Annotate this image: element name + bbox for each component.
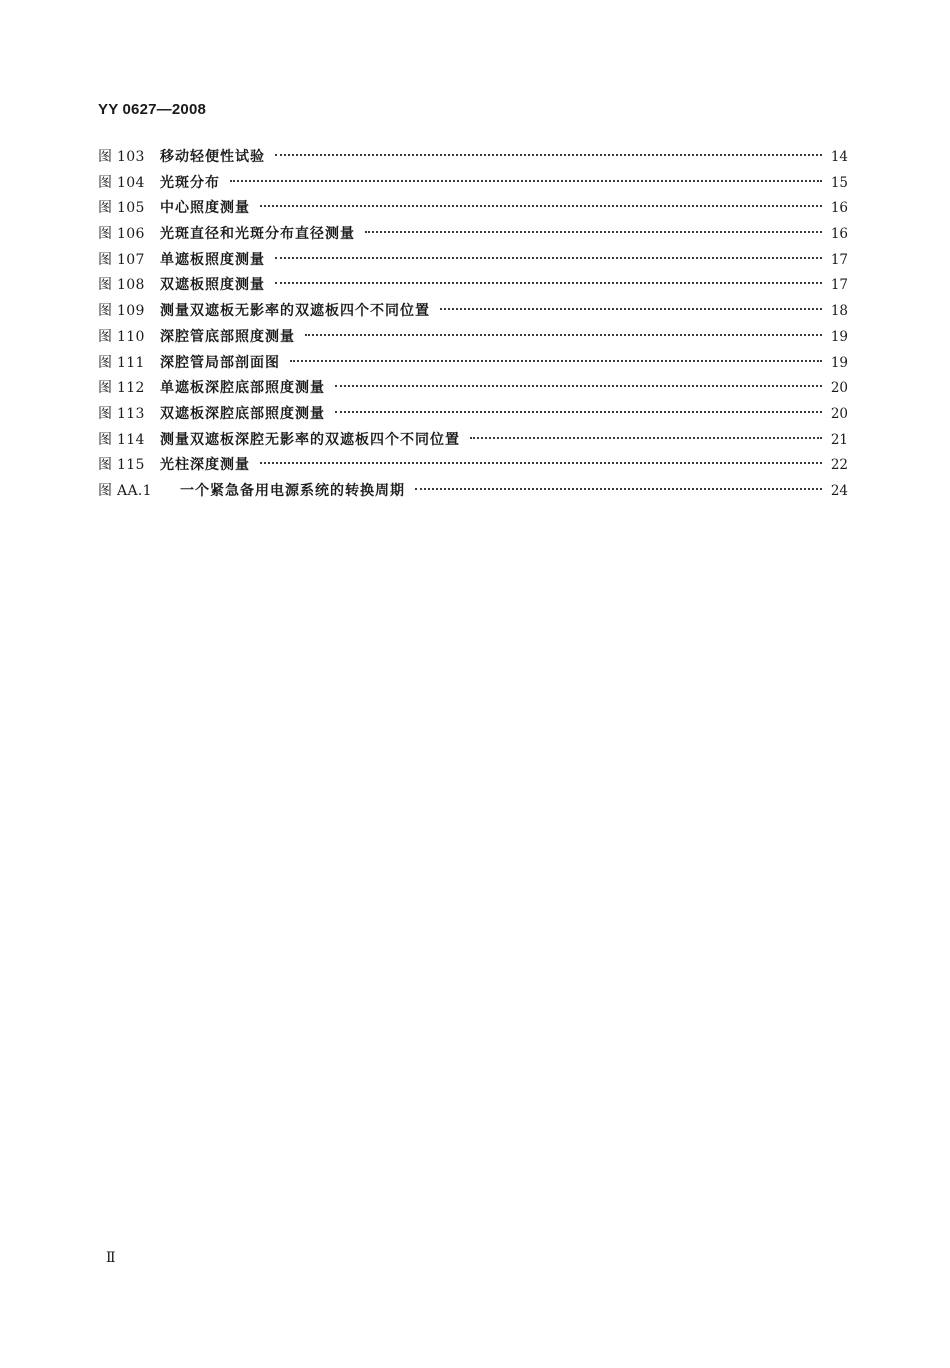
figure-title: 测量双遮板无影率的双遮板四个不同位置: [160, 303, 430, 320]
dot-leader: [365, 231, 822, 233]
figure-number: 图 105: [98, 200, 145, 217]
dot-leader: [275, 257, 822, 259]
figure-title: 一个紧急备用电源系统的转换周期: [180, 482, 405, 499]
page-ref: 15: [830, 174, 848, 191]
figure-title: 双遮板深腔底部照度测量: [160, 405, 325, 422]
figure-title: 单遮板深腔底部照度测量: [160, 380, 325, 397]
figure-title: 双遮板照度测量: [160, 277, 265, 294]
dot-leader: [335, 411, 822, 413]
document-code: YY 0627—2008: [98, 101, 207, 118]
figure-number: 图 114: [98, 431, 145, 448]
page-ref: 21: [830, 431, 848, 448]
dot-leader: [440, 308, 822, 310]
figure-title: 移动轻便性试验: [160, 149, 265, 165]
dot-leader: [305, 334, 822, 336]
figure-list: [98, 145, 848, 505]
page-ref: 24: [830, 482, 848, 499]
page-ref: 19: [830, 328, 848, 345]
toc-entry[interactable]: [98, 248, 848, 274]
figure-number: 图 AA.1: [98, 482, 152, 499]
page-ref: 20: [830, 380, 848, 397]
dot-leader: [335, 385, 822, 387]
figure-title: 单遮板照度测量: [160, 251, 265, 268]
page-ref: 14: [830, 149, 848, 165]
page-ref: 22: [830, 457, 848, 474]
figure-number: 图 111: [98, 354, 145, 371]
figure-title: 深腔管底部照度测量: [160, 328, 295, 345]
dot-leader: [290, 360, 822, 362]
page-ref: 19: [830, 354, 848, 371]
figure-number: 图 108: [98, 277, 145, 294]
toc-entry[interactable]: [98, 273, 848, 299]
figure-title: 光斑直径和光斑分布直径测量: [160, 226, 355, 243]
dot-leader: [260, 205, 822, 207]
toc-entry[interactable]: [98, 376, 848, 402]
page-number: Ⅱ: [106, 1250, 116, 1266]
toc-entry[interactable]: [98, 325, 848, 351]
page-ref: 17: [830, 251, 848, 268]
dot-leader: [230, 180, 822, 182]
figure-number: 图 104: [98, 174, 145, 191]
figure-number: 图 106: [98, 226, 145, 243]
figure-number: 图 113: [98, 405, 145, 422]
dot-leader: [415, 488, 822, 490]
figure-title: 光斑分布: [160, 174, 220, 191]
page-ref: 16: [830, 226, 848, 243]
page-ref: 17: [830, 277, 848, 294]
toc-entry[interactable]: [98, 351, 848, 377]
figure-title: 测量双遮板深腔无影率的双遮板四个不同位置: [160, 431, 460, 448]
dot-leader: [275, 282, 822, 284]
toc-entry[interactable]: [98, 453, 848, 479]
toc-entry[interactable]: [98, 222, 848, 248]
figure-title: 光柱深度测量: [160, 457, 250, 474]
figure-title: 深腔管局部剖面图: [160, 354, 280, 371]
toc-entry[interactable]: [98, 428, 848, 454]
figure-number: 图 109: [98, 303, 145, 320]
toc-entry[interactable]: [98, 196, 848, 222]
dot-leader: [275, 154, 822, 156]
figure-number: 图 107: [98, 251, 145, 268]
figure-number: 图 103: [98, 149, 145, 165]
dot-leader: [470, 437, 822, 439]
page-ref: 16: [830, 200, 848, 217]
toc-entry[interactable]: [98, 171, 848, 197]
figure-number: 图 110: [98, 328, 145, 345]
figure-number: 图 115: [98, 457, 145, 474]
toc-entry[interactable]: [98, 145, 848, 171]
figure-number: 图 112: [98, 380, 145, 397]
toc-entry[interactable]: [98, 402, 848, 428]
toc-entry[interactable]: [98, 299, 848, 325]
figure-title: 中心照度测量: [160, 200, 250, 217]
page-ref: 18: [830, 303, 848, 320]
dot-leader: [260, 462, 822, 464]
toc-entry[interactable]: [98, 479, 848, 505]
page-ref: 20: [830, 405, 848, 422]
